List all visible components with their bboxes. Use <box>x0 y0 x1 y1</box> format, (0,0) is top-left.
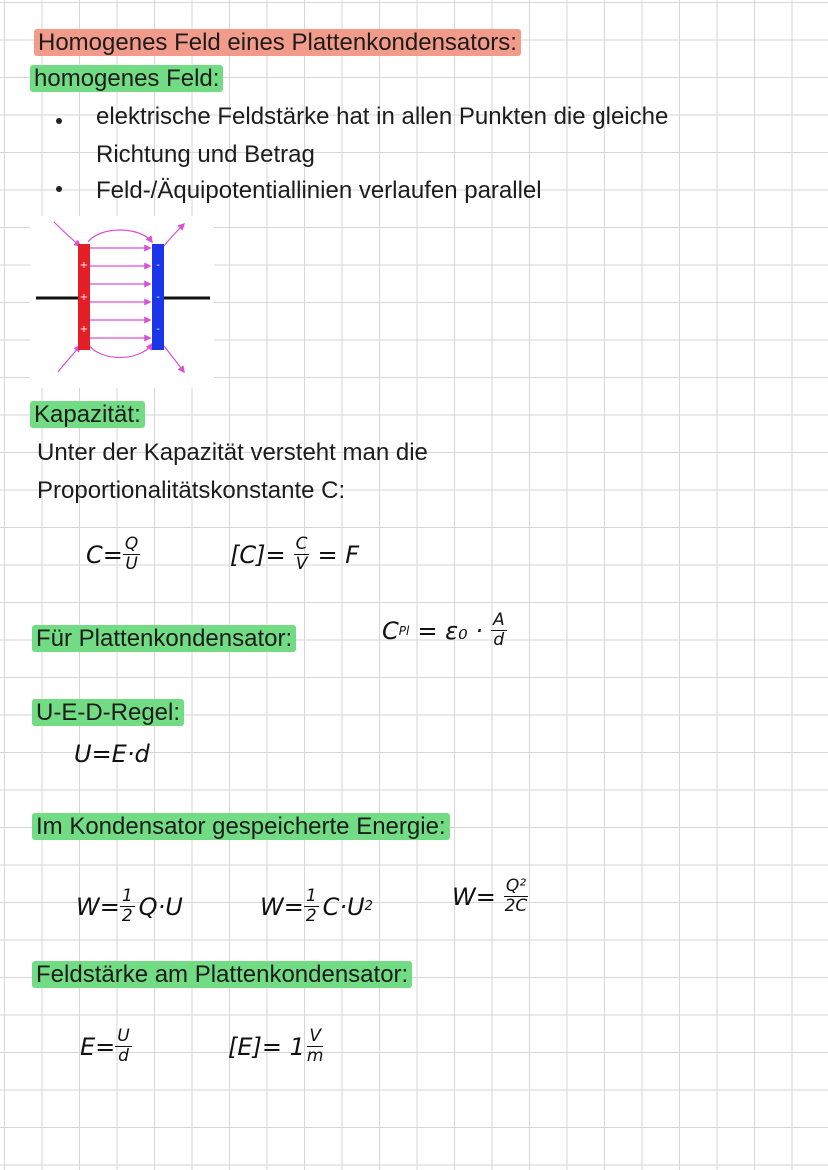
formula-energy-cu2: W= $\frac{1}{2}$ C·U 2 <box>260 886 373 926</box>
bullet-text: Feld-/Äquipotentiallinien verlaufen parallel <box>96 177 542 204</box>
heading-kapazitaet: Kapazität: <box>30 396 145 433</box>
heading-feldstaerke: Feldstärke am Plattenkondensator: <box>32 956 412 993</box>
heading-ued-regel: U-E-D-Regel: <box>32 694 184 731</box>
formula-field-strength-unit: [E]= 1 $\frac{V}{m}$ <box>228 1026 324 1066</box>
heading-energie: Im Kondensator gespeicherte Energie: <box>32 808 450 845</box>
formula-energy-qu: W= $\frac{1}{2}$ Q·U <box>76 886 183 926</box>
plus-sign: + <box>79 260 89 271</box>
minus-sign: - <box>156 292 160 303</box>
page-title: Homogenes Feld eines Plattenkondensators: <box>34 24 521 61</box>
formula-capacity-unit: [C]= $\frac{C}{V}$ = F <box>230 534 360 574</box>
formula-plate-capacitance: C Pl = ε₀ · $\frac{A}{d}$ <box>382 610 505 650</box>
plus-sign: + <box>79 324 89 335</box>
formula-capacity: C= $\frac{Q}{U}$ <box>86 534 139 574</box>
formula-field-strength: E= $\frac{U}{d}$ <box>80 1026 130 1066</box>
plus-sign: + <box>79 292 89 303</box>
minus-sign: - <box>156 260 160 271</box>
heading-plattenkondensator: Für Plattenkondensator: <box>32 620 296 657</box>
bullet-text-continued: Richtung und Betrag <box>96 141 315 168</box>
formula-ued: U=E·d <box>74 740 150 768</box>
kapazitaet-text-line2: Proportionalitätskonstante C: <box>37 477 346 504</box>
minus-sign: - <box>156 324 160 335</box>
formula-energy-q2c: W= $\frac{\text{Q²}}{2C}$ <box>452 876 528 916</box>
capacitor-field-diagram <box>30 216 214 388</box>
bullet-text: elektrische Feldstärke hat in allen Punkten die gleiche <box>96 103 669 130</box>
bullet-dot <box>56 186 62 192</box>
capacitor-field-svg <box>30 216 214 388</box>
heading-homogenes-feld: homogenes Feld: <box>30 60 223 97</box>
bullet-dot <box>56 118 62 124</box>
kapazitaet-text-line1: Unter der Kapazität versteht man die <box>37 439 428 466</box>
